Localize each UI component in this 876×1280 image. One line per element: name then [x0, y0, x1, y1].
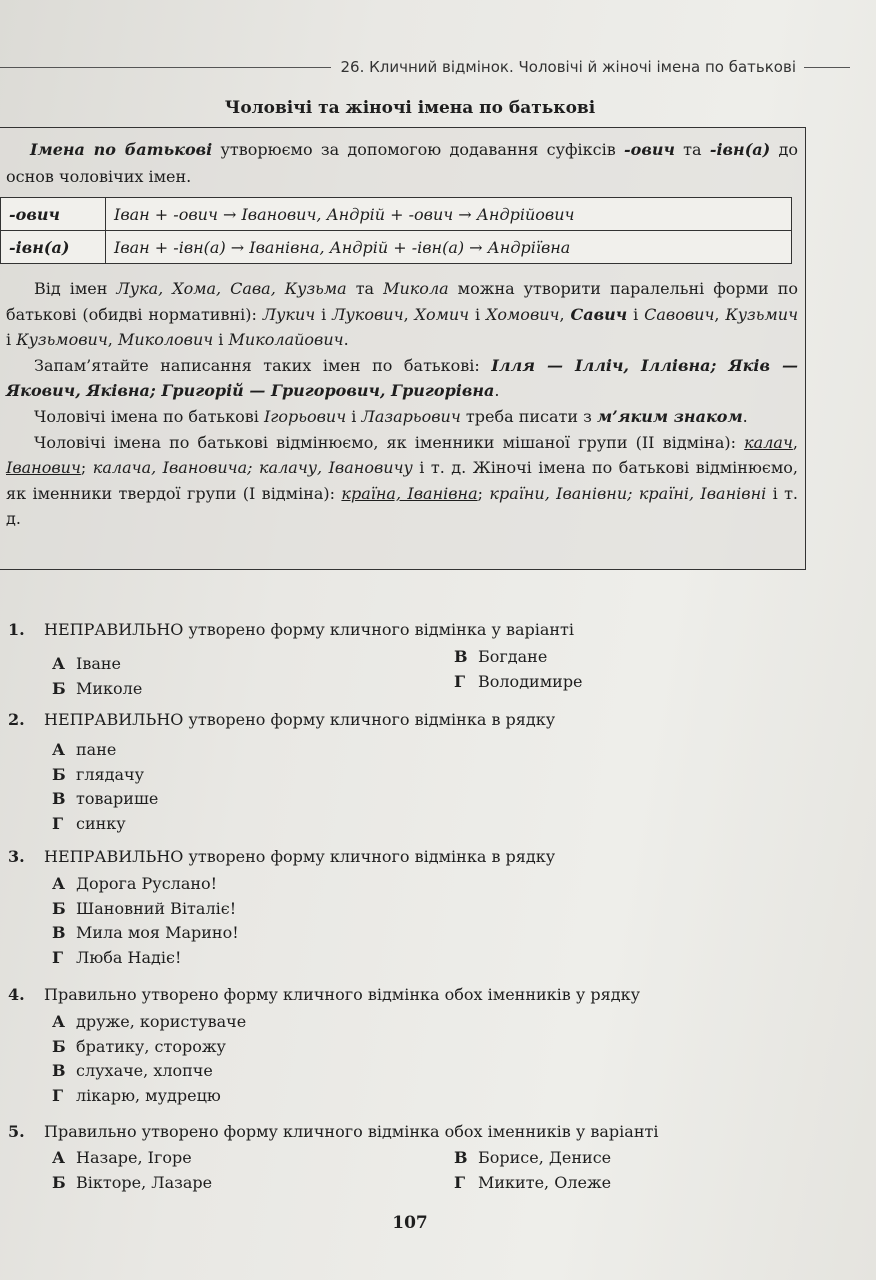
header-rule-left [0, 67, 331, 68]
rule-text: Запам’ятайте написання таких імен по батькові: [34, 355, 492, 375]
rule-text: Хомич [414, 304, 470, 324]
rule-text: і [469, 304, 487, 324]
answer-option[interactable] [52, 946, 828, 971]
option-text: А [52, 654, 66, 673]
rule-text: Лукович [332, 304, 404, 324]
option-text: Володимире [478, 671, 583, 691]
answer-option[interactable] [52, 921, 828, 946]
option-text: В [52, 789, 66, 808]
question-number: 3. [8, 847, 25, 866]
option-text: Б [52, 678, 66, 698]
answer-option[interactable] [52, 1146, 454, 1171]
rule-text: Ілля — Ілліч, Іллівна; Яків — Якович, Яківна; Григорій — Григорович, Григорівна [6, 355, 799, 401]
rule-text: м’яким знаком [596, 406, 743, 426]
rule-text: Лукич [262, 304, 316, 324]
rule-text: . [742, 406, 748, 426]
answer-options [52, 645, 828, 701]
rule-text: калача, Івановича; калачу, Івановичу [92, 458, 413, 478]
option-text: Г [454, 1172, 466, 1192]
rule-text: ; [80, 458, 93, 478]
rules-text [6, 276, 798, 532]
rule-text: Микола [383, 279, 449, 298]
rule-text: і т. д. [6, 483, 799, 529]
answer-options [52, 738, 828, 836]
answer-option[interactable] [52, 1010, 828, 1035]
running-header-text: 26. Кличний відмінок. Чоловічі й жіночі імена по батькові [340, 58, 796, 76]
answer-option[interactable] [52, 787, 828, 812]
option-text: синку [76, 813, 126, 833]
suffix-cell: -івн(а) [1, 231, 106, 264]
option-text: Б [52, 764, 66, 784]
option-text: Мила моя Марино! [76, 923, 239, 942]
suffix-cell: -ович [1, 198, 106, 231]
option-text: Г [454, 671, 466, 691]
rule-text: можна утворити паралельні форми по батькові (обидві нормативні): [6, 279, 798, 324]
answer-option[interactable] [454, 645, 814, 670]
question-text: НЕПРАВИЛЬНО утворено форму кличного відмінка у варіанті [44, 620, 575, 639]
rule-text: . [343, 330, 349, 350]
answer-options [52, 1010, 828, 1108]
option-text: друже, користуваче [76, 1012, 247, 1031]
rule-text: ; [477, 483, 490, 503]
answer-options [52, 872, 828, 970]
option-text: В [52, 923, 66, 942]
intro-term: Імена по батькові [30, 140, 213, 159]
question-5 [8, 1122, 828, 1195]
rule-text: Чоловічі імена по батькові [34, 406, 264, 426]
question-3 [8, 847, 828, 970]
option-text: Назаре, Ігоре [76, 1148, 192, 1167]
rule-paragraph [6, 353, 798, 404]
question-number: 4. [8, 985, 25, 1004]
rule-text: Савич [570, 304, 628, 324]
option-text: товарише [76, 789, 159, 808]
answer-option[interactable] [52, 1059, 828, 1084]
answer-option[interactable] [52, 677, 454, 702]
option-text: Іване [76, 654, 121, 673]
rule-text: і [6, 330, 17, 350]
rule-text: . [494, 381, 500, 401]
section-title: Чоловічі та жіночі імена по батькові [224, 98, 596, 118]
option-text: Люба Надіє! [76, 947, 182, 967]
rule-text: і [315, 304, 333, 324]
option-text: Богдане [478, 647, 548, 666]
running-header [0, 52, 850, 82]
rule-text: , [559, 304, 571, 324]
rule-text: Кузьмович [16, 330, 108, 350]
intro-suffix: -івн(а) [709, 140, 771, 159]
rule-text: , [792, 432, 798, 452]
option-text: слухаче, хлопче [76, 1061, 213, 1080]
option-text: лікарю, мудрецю [76, 1085, 221, 1105]
rule-text: Миколович [117, 330, 214, 350]
rule-text: Лазарьович [361, 406, 461, 426]
answer-option[interactable] [52, 763, 828, 788]
rule-text: , [403, 304, 415, 324]
option-text: А [52, 1012, 66, 1031]
option-text: Миките, Олеже [478, 1172, 612, 1192]
rule-text: , [714, 304, 726, 324]
intro-suffix: -ович [624, 140, 675, 159]
rule-paragraph [6, 276, 798, 353]
option-text: Г [52, 1085, 64, 1105]
rule-text: калач [744, 432, 793, 452]
rule-text: Лука, Хома, Сава, Кузьма [116, 279, 347, 298]
option-text: Б [52, 1036, 66, 1056]
rule-text: Чоловічі імена по батькові відмінюємо, як іменники мішаної групи (II відміна): [34, 432, 745, 452]
answer-options [52, 1146, 828, 1195]
answer-option[interactable] [52, 738, 828, 763]
option-text: В [52, 1061, 66, 1080]
rule-text: Ігорьович [263, 406, 347, 426]
question-2 [8, 710, 828, 836]
rule-text: Від імен [34, 279, 117, 298]
header-rule-right [804, 67, 850, 68]
rule-text: треба писати з [460, 406, 597, 426]
option-text: Г [52, 813, 64, 833]
rule-text: Миколайович [228, 330, 344, 350]
intro-text: та [674, 140, 710, 159]
rule-text: Іванович [6, 458, 81, 478]
table-row [1, 231, 792, 264]
answer-option[interactable] [454, 1146, 814, 1171]
suffix-table [0, 197, 792, 264]
question-text: НЕПРАВИЛЬНО утворено форму кличного відмінка в рядку [44, 847, 556, 866]
question-number: 2. [8, 710, 25, 729]
option-text: Миколе [76, 678, 143, 698]
rule-text: Савович [644, 304, 715, 324]
option-text: В [454, 647, 468, 666]
rule-paragraph [6, 404, 798, 430]
option-text: А [52, 874, 66, 893]
option-text: Б [52, 898, 66, 918]
answer-option[interactable] [52, 1035, 828, 1060]
intro-text: до основ чоловічих імен. [6, 140, 798, 186]
rule-text: і [627, 304, 645, 324]
page-number: 107 [392, 1213, 428, 1233]
option-text: пане [76, 740, 117, 759]
rule-text: країна, Іванівна [341, 483, 478, 503]
option-text: В [454, 1148, 468, 1167]
answer-option[interactable] [52, 1171, 454, 1196]
answer-option[interactable] [52, 897, 828, 922]
option-text: Шановний Віталіє! [76, 898, 237, 918]
answer-option[interactable] [52, 812, 828, 837]
rule-text: і т. д. Жіночі імена по батькові відмінюємо, як іменники твердої групи (I відміна): [6, 458, 798, 503]
example-cell: Іван + -ович → Іванович, Андрій + -ович → Андрійович [106, 198, 792, 231]
option-text: Вікторе, Лазаре [76, 1172, 213, 1192]
intro-paragraph [6, 136, 798, 190]
rule-paragraph [6, 430, 798, 532]
option-text: А [52, 740, 66, 759]
question-1 [8, 620, 828, 701]
option-text: Дорога Руслано! [76, 874, 218, 893]
option-text: Г [52, 947, 64, 967]
answer-option[interactable] [52, 872, 828, 897]
answer-option[interactable] [454, 1171, 814, 1196]
answer-option[interactable] [52, 1084, 828, 1109]
question-text: Правильно утворено форму кличного відмінка обох іменників у рядку [44, 985, 640, 1004]
intro-text: утворюємо за допомогою додавання суфіксів [212, 140, 624, 159]
rule-text: та [346, 279, 384, 298]
rule-text: Хомович [486, 304, 560, 324]
answer-option[interactable] [454, 670, 814, 695]
question-number: 5. [8, 1122, 25, 1141]
question-number: 1. [8, 620, 25, 639]
example-cell: Іван + -івн(а) → Іванівна, Андрій + -івн(а) → Андріївна [106, 231, 792, 264]
rule-text: і [346, 406, 362, 426]
option-text: глядачу [76, 764, 145, 784]
table-row [1, 198, 792, 231]
rule-text: країни, Іванівни; країні, Іванівні [489, 483, 767, 503]
question-text: НЕПРАВИЛЬНО утворено форму кличного відмінка в рядку [44, 710, 556, 729]
answer-option[interactable] [52, 652, 454, 677]
option-text: братику, сторожу [76, 1036, 226, 1056]
option-text: Борисе, Денисе [478, 1148, 612, 1167]
option-text: А [52, 1148, 66, 1167]
rule-text: Кузьмич [725, 304, 799, 324]
question-text: Правильно утворено форму кличного відмінка обох іменників у варіанті [44, 1122, 659, 1141]
question-4 [8, 985, 828, 1108]
rule-text: , [107, 330, 118, 350]
option-text: Б [52, 1172, 66, 1192]
rule-text: і [213, 330, 229, 350]
